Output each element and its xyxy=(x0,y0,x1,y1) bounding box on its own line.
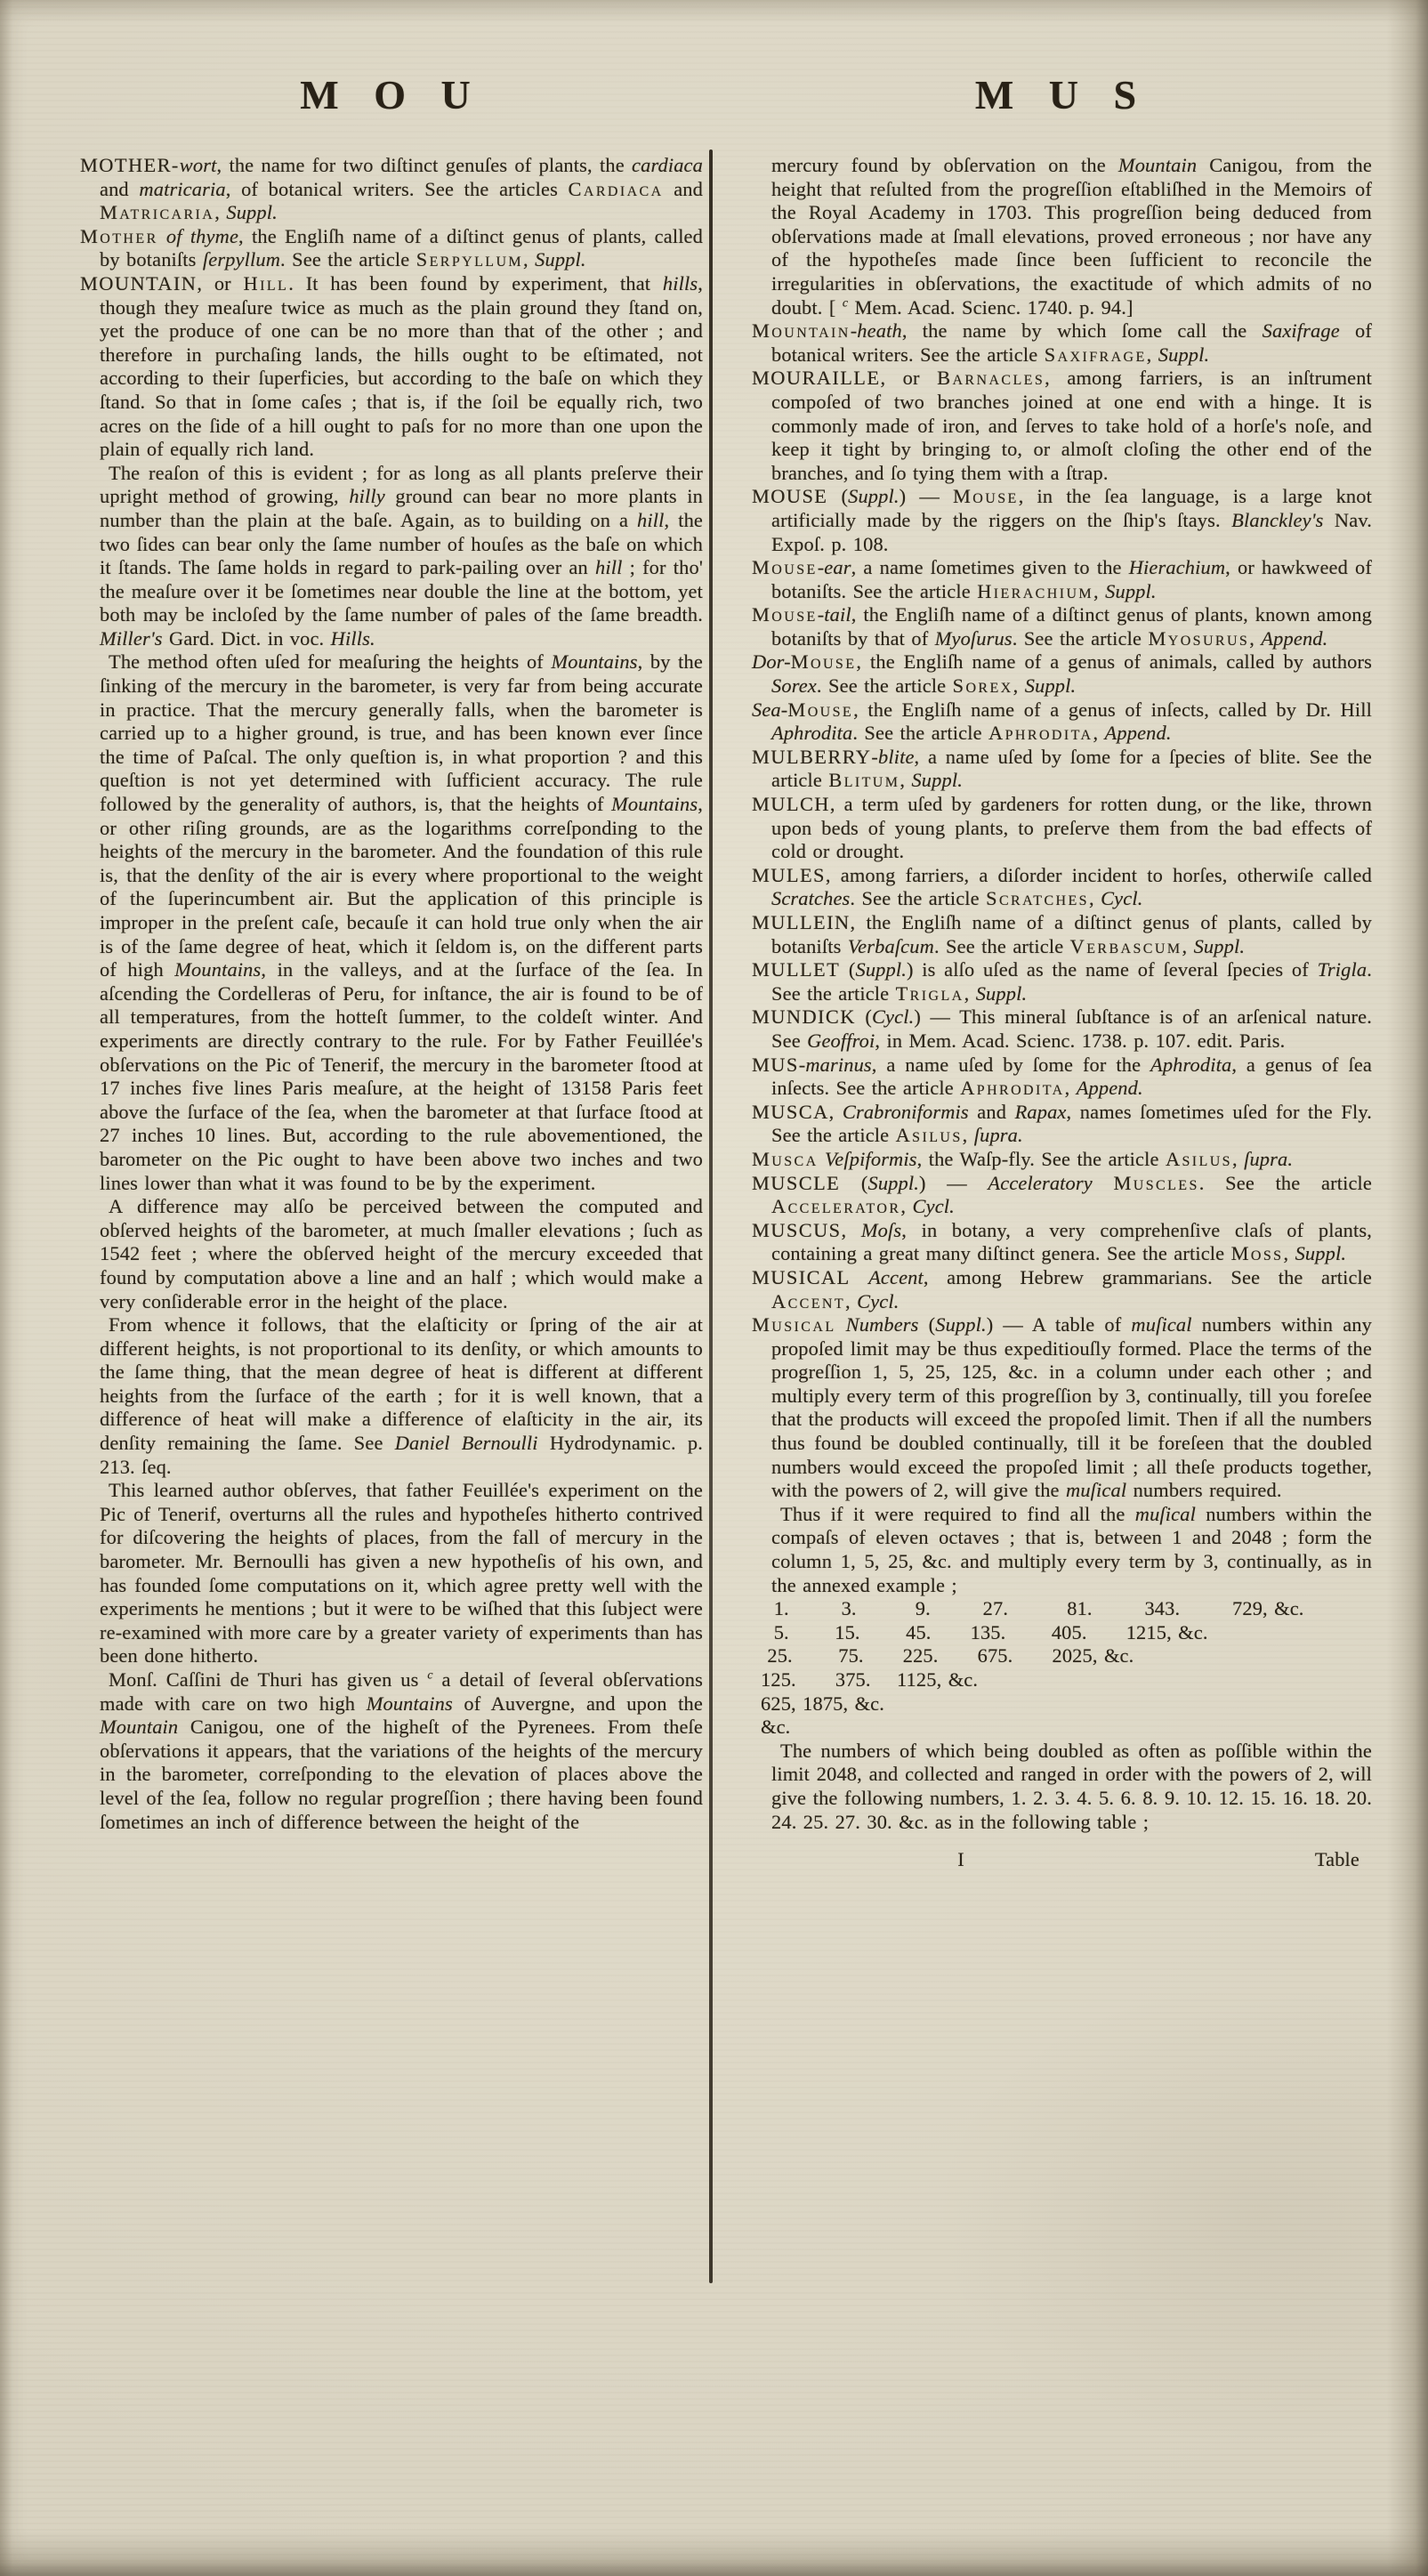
text-run: Blitum xyxy=(828,769,900,792)
text-run: MUNDICK xyxy=(752,1005,856,1029)
dictionary-entry xyxy=(752,1218,1372,1266)
text-run: Mountain xyxy=(752,319,851,343)
text-run: Suppl. xyxy=(226,201,278,224)
text-run: MOTHER- xyxy=(80,154,180,176)
text-run: Accent xyxy=(771,1289,846,1312)
dictionary-entry xyxy=(752,1171,1372,1219)
text-run: , xyxy=(845,1289,858,1312)
text-run: MOURAILLE xyxy=(752,367,881,390)
text-run: Aphrodita xyxy=(988,722,1093,745)
text-run: Append. xyxy=(1104,722,1172,745)
text-run: Trigla xyxy=(895,981,964,1005)
text-run: MUSCLE xyxy=(752,1171,841,1194)
text-run: , xyxy=(214,201,227,224)
text-run: muſical xyxy=(1134,1502,1196,1525)
text-run: . See the article xyxy=(852,722,989,745)
body-paragraph xyxy=(100,1195,703,1313)
text-run: Mouse xyxy=(787,698,854,721)
text-run: , xyxy=(1231,1147,1245,1170)
text-run: Crabroniformis xyxy=(842,1100,969,1123)
text-run: , xyxy=(1182,934,1194,957)
text-run: hill xyxy=(637,508,665,531)
text-run: Suppl. xyxy=(1193,934,1246,957)
text-run: Cycl. xyxy=(857,1289,900,1312)
text-run: , the Engliſh name of a diſtinct genus of plants, called by botaniſts xyxy=(771,911,1372,957)
text-run: , names ſometimes uſed for the Fly. See the article xyxy=(771,1100,1372,1147)
text-run: , by the ſinking of the mercury in the barometer, is very far from being accurate in practice. That the mercury generally falls, when the barometer is carried up to a higher ground, is true, and has been known ever ſince the time of Paſcal. The only queſtion is, in what proportion ? and this queſtion is not yet determined with ſufficient accuracy. The rule followed by the generality of authors, is, that the heights of xyxy=(100,650,703,816)
text-run: MOUNTAIN xyxy=(80,271,198,295)
text-run: Veſpiformis xyxy=(824,1147,917,1170)
text-run: Blanckley's xyxy=(1231,508,1324,531)
number-table-row: &c. xyxy=(761,1716,791,1739)
text-run: . See the article xyxy=(850,887,987,910)
text-run: , in botany, a very comprehenſive claſs of plants, containing a great many diſtinct genera. See the article xyxy=(771,1218,1372,1265)
text-run: MOUSE xyxy=(752,485,828,508)
number-table-row: 25. 75. 225. 675. 2025, &c. xyxy=(761,1644,1134,1668)
text-run xyxy=(851,1266,869,1288)
text-run: hilly xyxy=(349,485,385,508)
text-run: Nav. Expoſ. p. 108. xyxy=(771,508,1372,555)
text-run: numbers within any propoſed limit may be thus expeditiouſly formed. Place the terms of the progreſſion 1, 5, 25, 125, &c. in a column under each other ; and multiply every term of this progreſſion by 3, continually, till you foreſee that the products will exceed the propoſed limit. Then if all the numbers thus found be doubled continually, till it be foreſeen that the doubled numbers would exceed the propoſed limit ; all theſe products together, with the powers of 2, will give the xyxy=(771,1313,1372,1502)
dictionary-entry xyxy=(752,1147,1372,1172)
text-run: The numbers of which being doubled as often as poſſible within the limit 2048, and collected and ranged in order with the powers of 2, will give the following numbers, 1. 2. 3. 4. 5. 6. 8. 9. 10. 12. 15. 16. 18. 20. 24. 25. 27. 30. &c. as in the following table ; xyxy=(771,1739,1372,1833)
text-run: Mountain xyxy=(100,1716,179,1739)
text-run: , among farriers, is an inſtrument compoſed of two branches joined at one end with a hinge. It is commonly made of iron, and ſerves to take hold of a horſe's noſe, and keep it tight by bringing to, or almoſt cloſing the other end of the branches, and ſo tying them with a ſtrap. xyxy=(771,367,1372,484)
text-run: Suppl. xyxy=(935,1313,987,1336)
text-run: Suppl. xyxy=(855,958,907,981)
text-run: Sorex xyxy=(952,674,1013,698)
text-run: Asilus xyxy=(895,1124,963,1147)
text-run: Trigla xyxy=(1317,958,1367,981)
text-run: a detail of ſeveral obſervations made with care on two high xyxy=(100,1668,703,1715)
text-run: Canigou, one of the higheſt of the Pyrenees. From theſe obſervations it appears, that the variations of the heights of the mercury in the barometer, correſponding to the elevation of places above the level of the ſea, follow no regular progreſſion ; there having been found ſometimes an inch of difference between the height of the xyxy=(100,1716,703,1833)
text-run: Aphrodita xyxy=(960,1077,1065,1100)
text-run: -ear xyxy=(817,556,851,579)
text-run: muſical xyxy=(1131,1313,1192,1336)
number-table-row: 125. 375. 1125, &c. xyxy=(761,1668,979,1691)
text-run: Sea- xyxy=(752,698,788,721)
text-run: Matricaria xyxy=(100,201,215,224)
text-run: Mouse xyxy=(952,485,1019,508)
text-run: Sorex xyxy=(771,674,817,698)
text-run: Mountains xyxy=(611,793,698,816)
text-run: numbers required. xyxy=(1126,1479,1282,1502)
text-run: Suppl. xyxy=(975,981,1028,1005)
dictionary-entry xyxy=(752,650,1372,698)
text-run: ſupra. xyxy=(1244,1147,1294,1170)
text-run: Numbers xyxy=(845,1313,919,1336)
text-run: Append. xyxy=(1261,626,1328,650)
text-run: ) — This mineral ſubſtance is of an arſenical nature. See xyxy=(771,1005,1372,1052)
text-run: ſerpyllum xyxy=(202,248,281,271)
text-run: Verbaſcum xyxy=(847,934,934,957)
text-run: hills xyxy=(662,271,698,295)
body-paragraph xyxy=(100,1313,703,1479)
text-run: Mem. Acad. Scienc. 1740. p. 94.] xyxy=(848,295,1134,319)
dictionary-entry xyxy=(80,271,703,462)
text-run: matricaria xyxy=(139,177,226,200)
text-run: Moss xyxy=(1230,1242,1284,1265)
text-run: , a name uſed by ſome for the xyxy=(871,1053,1150,1076)
body-paragraph xyxy=(771,1740,1372,1834)
text-run: ) — xyxy=(899,485,953,508)
text-run xyxy=(819,1148,825,1170)
text-run: MUSICAL xyxy=(752,1265,851,1288)
text-run: , xyxy=(962,1124,974,1147)
text-run: , xyxy=(964,981,976,1005)
dictionary-entry xyxy=(752,1053,1372,1101)
text-run: , the name by which ſome call the xyxy=(901,319,1263,343)
text-run: Hills. xyxy=(330,626,375,650)
text-run: , in Mem. Acad. Scienc. 1738. p. 107. edit. Paris. xyxy=(875,1029,1286,1052)
number-table-row: 625, 1875, &c. xyxy=(761,1692,885,1715)
text-run: ; for tho' the meaſure over it be ſometimes near double the line at the bottom, yet both may be incloſed by the ſame number of pales of the ſame breadth. xyxy=(100,556,704,626)
text-run: , though they meaſure twice as much as the plain ground they ſtand on, yet the produce of one can be no more than that of the other ; and therefore in purchaſing lands, the hills ought to be eſtimated, not according to their ſuperficies, but according to the baſe on which they ſtand. So that in ſome caſes ; that is, if the ſoil be equally rich, two acres on the ſide of a hill ought to paſs for no more than one upon the plain of equally rich land. xyxy=(100,271,703,461)
text-run: , or xyxy=(197,271,244,295)
text-run: Aphrodita xyxy=(1150,1053,1232,1076)
text-run: ( xyxy=(827,485,849,508)
dictionary-entry xyxy=(752,1265,1372,1313)
body-paragraph xyxy=(771,1503,1372,1597)
text-run: Cycl. xyxy=(871,1005,915,1029)
dictionary-entry xyxy=(80,224,703,272)
text-run: Dor- xyxy=(752,650,791,674)
text-run: Mountains xyxy=(174,958,262,981)
text-run: MULBERRY xyxy=(752,745,872,768)
column-left xyxy=(80,71,703,1872)
column-right xyxy=(752,71,1372,1872)
text-run: , in the ſea language, is a large knot artificially made by the riggers on the ſhip's ſtays. xyxy=(771,485,1372,531)
text-run: MULLET xyxy=(752,958,841,981)
text-run: Hydrodynamic. p. 213. ſeq. xyxy=(100,1432,703,1478)
text-run xyxy=(836,1313,846,1336)
text-run: , xyxy=(1146,343,1158,366)
text-run: MUSCA xyxy=(752,1100,829,1123)
dictionary-entry xyxy=(752,793,1372,864)
text-run: , among Hebrew grammarians. See the article xyxy=(923,1265,1372,1288)
dictionary-entry xyxy=(752,911,1372,958)
text-run xyxy=(158,225,166,247)
text-run: ( xyxy=(840,1171,868,1194)
text-run: , xyxy=(1093,722,1105,745)
text-run: Suppl. xyxy=(1295,1242,1347,1265)
text-run: . See the article xyxy=(816,674,953,698)
text-run: Moſs xyxy=(860,1218,902,1241)
text-run: Mouse xyxy=(752,556,818,579)
text-run: MUS xyxy=(752,1053,799,1076)
text-run: Barnacles xyxy=(937,367,1045,390)
text-run: wort xyxy=(179,154,217,176)
text-run: , of botanical writers. See the articles xyxy=(225,177,569,200)
text-run: cardiaca xyxy=(632,154,703,176)
text-run: Myosurus xyxy=(1148,626,1250,650)
text-run: , among farriers, a diſorder incident to horſes, otherwiſe called xyxy=(825,863,1372,886)
text-run: Mouse xyxy=(752,603,818,626)
text-run: Acceleratory xyxy=(988,1171,1093,1194)
text-run: , the Engliſh name of a genus of inſects, called by Dr. Hill xyxy=(853,698,1372,721)
text-run: Mouse xyxy=(790,650,857,674)
text-run: MULCH xyxy=(752,793,830,816)
dictionary-entry xyxy=(752,863,1372,911)
text-run: Cardiaca xyxy=(568,177,664,200)
text-run: of thyme xyxy=(165,224,239,247)
text-run: -heath xyxy=(850,319,902,343)
text-run: Suppl. xyxy=(1158,343,1210,366)
text-run: ( xyxy=(918,1313,936,1336)
dictionary-entry xyxy=(752,1005,1372,1053)
text-run: and xyxy=(100,177,140,200)
body-paragraph xyxy=(100,1479,703,1668)
text-run: Scratches xyxy=(986,887,1089,910)
text-run: . See the article xyxy=(1012,626,1149,650)
text-run: . See the article xyxy=(1198,1171,1372,1194)
text-run: , xyxy=(1093,579,1106,602)
text-run: Suppl. xyxy=(848,485,900,508)
text-run: Miller's xyxy=(100,626,163,650)
text-run: Accent xyxy=(868,1265,924,1288)
text-run: MULLEIN xyxy=(752,911,851,933)
column-divider-rule xyxy=(709,149,713,2283)
text-run: Rapax xyxy=(1014,1100,1067,1123)
text-run: Daniel Bernoulli xyxy=(394,1432,538,1455)
text-run: . See the article xyxy=(933,934,1070,957)
text-run: , a genus of ſea inſects. See the article xyxy=(771,1053,1372,1100)
text-run: and xyxy=(968,1100,1015,1123)
text-run: ( xyxy=(840,958,856,981)
text-run: ) — A table of xyxy=(986,1313,1132,1336)
body-paragraph xyxy=(100,650,703,1195)
text-run: Serpyllum xyxy=(415,248,524,271)
text-run: Saxifrage xyxy=(1044,343,1147,366)
text-run: , a name ſometimes given to the xyxy=(851,556,1129,579)
text-run: , a name uſed by ſome for a ſpecies of blite. See the article xyxy=(771,745,1372,792)
text-run: of Auvergne, and upon the xyxy=(452,1692,703,1715)
body-paragraph xyxy=(100,462,703,651)
text-run: Aphrodita xyxy=(771,722,853,745)
column-body-right xyxy=(752,154,1372,1872)
text-run: , in the valleys, and at the ſurface of the ſea. In aſcending the Cordelleras of Peru, for inſtance, the air is found to be of all temperatures, from the hotteſt ſummer, to the coldeſt winter. And experiments are directly contrary to the rule. For by Father Feuillée's obſervations on the Pic of Tenerif, the mercury in the barometer ſtood at 17 inches five lines Paris meaſure, at the height of 13158 Paris feet above the ſurface of the ſea, when the barometer at that ſurface ſtood at 27 inches 10 lines. But, according to the rule abovementioned, the barometer on the Pic ought to have been above two inches and two lines lower than what it was found to be by the experiment. xyxy=(100,958,703,1194)
text-run: , xyxy=(828,1100,843,1123)
text-run: mercury found by obſervation on the xyxy=(771,154,1118,176)
text-run: Cycl. xyxy=(1101,887,1143,910)
text-run: -marinus xyxy=(798,1053,872,1076)
text-run: This learned author obſerves, that father Feuillée's experiment on the Pic of Tenerif, overturns all the rules and hypotheſes hitherto contrived for diſcovering the heights of places, from the fall of mercury in the barometer. Mr. Bernoulli has given a new hypotheſis of his own, and has founded ſome computations on it, which agree pretty well with the experiments he mentions ; but it were to be wiſhed that this ſubject were re-examined with more care by a greater variety of experiments than has been done hitherto. xyxy=(100,1479,703,1668)
dictionary-entry xyxy=(752,367,1372,485)
text-run: ſupra. xyxy=(973,1124,1023,1147)
text-run: , xyxy=(1013,674,1025,698)
dictionary-entry xyxy=(752,319,1372,367)
text-run: Mountain xyxy=(1117,154,1198,176)
text-run: , a term uſed by gardeners for rotten dung, or the like, thrown upon beds of young plants, to preſerve them from the bad effects of cold or drought. xyxy=(771,793,1372,863)
text-run: Thus if it were required to find all the xyxy=(780,1502,1135,1525)
text-run: Suppl. xyxy=(911,769,963,792)
number-table-row: 1. 3. 9. 27. 81. 343. 729, &c. xyxy=(761,1597,1304,1620)
text-run: From whence it follows, that the elaſticity or ſpring of the air at different heights, is not proportional to its denſity, or which amounts to the ſame thing, that the mean degree of heat is different at different heights from the ſurface of the earth ; for it is well known, that a difference of heat will make a difference of elaſticity in the air, its denſity remaining the ſame. See xyxy=(100,1313,703,1455)
text-run: Geoffroi xyxy=(807,1029,875,1052)
text-run: Asilus xyxy=(1165,1147,1232,1170)
text-run: Append. xyxy=(1076,1077,1143,1100)
text-run: and xyxy=(663,177,703,200)
text-run: , the two ſides can bear only the ſame number of houſes as the baſe on which it ſtands. The ſame holds in regard to park-pailing over an xyxy=(100,508,703,579)
dictionary-entry xyxy=(752,698,1372,746)
text-run: Mountains xyxy=(551,650,638,674)
number-table-row: 5. 15. 45. 135. 405. 1215, &c. xyxy=(761,1620,1208,1643)
text-run: , xyxy=(1064,1077,1077,1100)
column-body-left xyxy=(80,154,703,1834)
text-run: . It has been found by experiment, that xyxy=(288,271,663,295)
text-run: Muscles xyxy=(1113,1171,1199,1194)
text-run: muſical xyxy=(1066,1479,1127,1502)
column-header-right: M U S xyxy=(974,72,1150,117)
text-run: Canigou, from the height that reſulted from the progreſſion eſtabliſhed in the Memoirs of the Royal Academy in 1703. This progreſſion being deduced from obſervations made at ſmall elevations, proved erroneous ; nor have any of the hypotheſes made ſince been ſufficient to reconcile the irregularities in obſervations, the exactitude of which admits of no doubt. [ xyxy=(771,154,1372,319)
text-run: , the Engliſh name of a diſtinct genus of plants, called by botaniſts xyxy=(100,224,703,271)
column-header-left: M O U xyxy=(300,72,483,117)
text-run: , or hawkweed of botaniſts. See the article xyxy=(771,556,1372,602)
text-run: , xyxy=(1283,1242,1295,1265)
footnote-mark: c xyxy=(427,1668,433,1683)
text-run: MULES xyxy=(752,863,826,886)
text-run: , xyxy=(900,1195,913,1218)
text-run: -blite xyxy=(871,745,915,768)
text-run xyxy=(1093,1172,1114,1194)
text-run: Suppl. xyxy=(1024,674,1077,698)
text-run: Musca xyxy=(752,1147,819,1170)
text-run: ) — xyxy=(918,1171,988,1194)
text-run: Mother xyxy=(80,224,158,247)
body-paragraph xyxy=(771,154,1372,319)
dictionary-entry xyxy=(80,154,703,225)
dictionary-entry xyxy=(752,556,1372,603)
dictionary-entry xyxy=(752,1100,1372,1148)
text-run: Monſ. Caſſini de Thuri has given us xyxy=(109,1668,428,1691)
text-run: , or other riſing grounds, are as the logarithms correſponding to the heights of the mercury in the barometer. And the foundation of this rule is, that the denſity of the air is every where proportional to the weight of the ſuperincumbent air. But the application of this principle is improper in the preſent caſe, becauſe it can hold true only when the air is of the ſame degree of heat, which it ſeldom is, on the different parts of high xyxy=(100,793,703,981)
text-run: Verbascum xyxy=(1069,934,1182,957)
dictionary-entry xyxy=(752,603,1372,650)
body-paragraph xyxy=(100,1668,703,1834)
text-run: Hierachium xyxy=(1128,556,1226,579)
text-run: Accelerator xyxy=(771,1195,901,1218)
dictionary-entry xyxy=(752,485,1372,556)
signature-line xyxy=(771,1848,1372,1872)
text-run: numbers within the compaſs of eleven octaves ; that is, between 1 and 2048 ; form the column 1, 5, 25, &c. and multiply every term by 3, continually, as in the annexed example ; xyxy=(771,1502,1372,1596)
text-run: A difference may alſo be perceived between the computed and obſerved heights of the barometer, at much ſmaller elevations ; ſuch as 1542 feet ; where the obſerved height of the mercury exceeded that found by computation above a line and an half ; which would make a very conſiderable error in the height of the place. xyxy=(100,1195,703,1312)
text-run: Suppl. xyxy=(867,1171,919,1194)
text-run: , or xyxy=(880,367,938,390)
dictionary-entry xyxy=(752,745,1372,793)
text-run: Gard. Dict. in voc. xyxy=(162,626,331,650)
text-run: Cycl. xyxy=(912,1195,955,1218)
dictionary-entry xyxy=(752,958,1372,1005)
text-run: , xyxy=(1249,626,1262,650)
text-run: Mountains xyxy=(366,1692,453,1715)
text-run: ground can bear no more plants in number than the plain at the baſe. Again, as to building on a xyxy=(100,485,704,531)
text-run: , the name for two diſtinct genuſes of plants, the xyxy=(216,154,633,176)
text-run: Saxifrage xyxy=(1262,319,1340,343)
text-run: , xyxy=(841,1218,861,1241)
text-run: . See the article xyxy=(771,958,1372,1005)
text-run: , the Waſp-fly. See the article xyxy=(916,1147,1166,1170)
text-run: , xyxy=(900,769,912,792)
text-run: Hill xyxy=(243,271,289,295)
text-run: , xyxy=(1088,887,1101,910)
text-run: Suppl. xyxy=(535,248,586,271)
text-run: Hierachium xyxy=(977,579,1094,602)
text-run: , the Engliſh name of a genus of animals, called by authors xyxy=(856,650,1372,674)
signature-mark: I xyxy=(957,1848,964,1871)
dictionary-entry xyxy=(752,1313,1372,1503)
text-run: hill xyxy=(595,556,623,579)
text-run: ( xyxy=(855,1005,872,1029)
text-run: Scratches xyxy=(771,887,851,910)
text-run: The reaſon of this is evident ; for as long as all plants preſerve their upright method of growing, xyxy=(100,461,703,508)
footnote-mark: c xyxy=(842,296,849,311)
text-run: , xyxy=(523,248,536,271)
catchword: Table xyxy=(1314,1848,1359,1871)
text-run: MUSCUS xyxy=(752,1218,842,1241)
text-run: Musical xyxy=(752,1313,836,1336)
text-run: ) is alſo uſed as the name of ſeveral ſpecies of xyxy=(906,958,1318,981)
text-run: The method often uſed for meaſuring the heights of xyxy=(109,650,552,674)
text-run: of botanical writers. See the article xyxy=(771,319,1372,366)
text-run: . See the article xyxy=(280,248,416,271)
text-run: , the Engliſh name of a diſtinct genus of plants, known among botaniſts by that of xyxy=(771,603,1372,650)
text-run: Suppl. xyxy=(1105,579,1157,602)
text-run: -tail xyxy=(817,603,851,626)
text-run: Myoſurus xyxy=(934,626,1013,650)
